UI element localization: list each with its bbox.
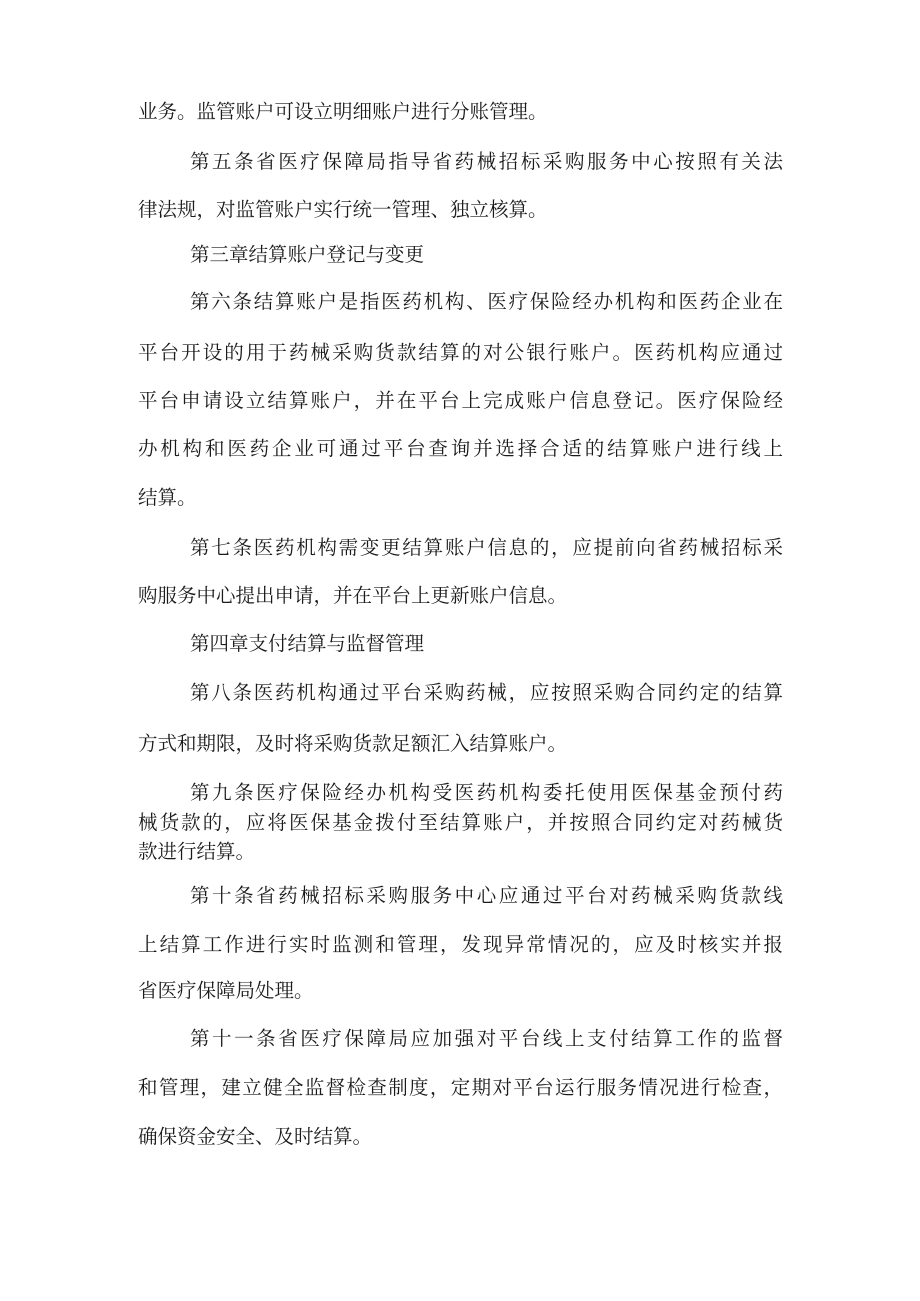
- chapter-3-title: 第三章结算账户登记与变更: [190, 243, 425, 266]
- article-8-heading-line: 第八条医药机构通过平台采购药械，应按照采购合同约定的结算: [190, 681, 783, 704]
- article-7-heading-line: 第七条医药机构需变更结算账户信息的，应提前向省药械招标采: [190, 536, 783, 559]
- text-line: 和管理，建立健全监督检查制度，定期对平台运行服务情况进行检查，: [138, 1076, 783, 1099]
- text-line: 上结算工作进行实时监测和管理，发现异常情况的，应及时核实并报: [138, 933, 783, 956]
- article-11-heading-line: 第十一条省医疗保障局应加强对平台线上支付结算工作的监督: [190, 1027, 783, 1050]
- article-10-heading-line: 第十条省药械招标采购服务中心应通过平台对药械采购货款线: [190, 884, 783, 907]
- text-line: 业务。监管账户可设立明细账户进行分账管理。: [138, 100, 548, 123]
- text-line: 办机构和医药企业可通过平台查询并选择合适的结算账户进行线上: [138, 437, 783, 460]
- text-line: 方式和期限，及时将采购货款足额汇入结算账户。: [138, 732, 568, 755]
- article-9-heading-line: 第九条医疗保险经办机构受医药机构委托使用医保基金预付药: [190, 781, 783, 804]
- text-line: 平台开设的用于药械采购货款结算的对公银行账户。医药机构应通过: [138, 341, 783, 364]
- text-line: 省医疗保障局处理。: [138, 979, 314, 1002]
- text-line: 结算。: [138, 486, 197, 509]
- text-line: 款进行结算。: [138, 840, 256, 863]
- article-5-heading-line: 第五条省医疗保障局指导省药械招标采购服务中心按照有关法: [190, 150, 783, 173]
- text-line: 平台申请设立结算账户，并在平台上完成账户信息登记。医疗保险经: [138, 389, 783, 412]
- text-line: 确保资金安全、及时结算。: [138, 1125, 373, 1148]
- article-6-heading-line: 第六条结算账户是指医药机构、医疗保险经办机构和医药企业在: [190, 290, 783, 313]
- text-line: 购服务中心提出申请，并在平台上更新账户信息。: [138, 584, 568, 607]
- chapter-4-title: 第四章支付结算与监督管理: [190, 632, 425, 655]
- text-line: 律法规，对监管账户实行统一管理、独立核算。: [138, 198, 548, 221]
- text-line: 械货款的，应将医保基金拨付至结算账户，并按照合同约定对药械货: [138, 811, 783, 834]
